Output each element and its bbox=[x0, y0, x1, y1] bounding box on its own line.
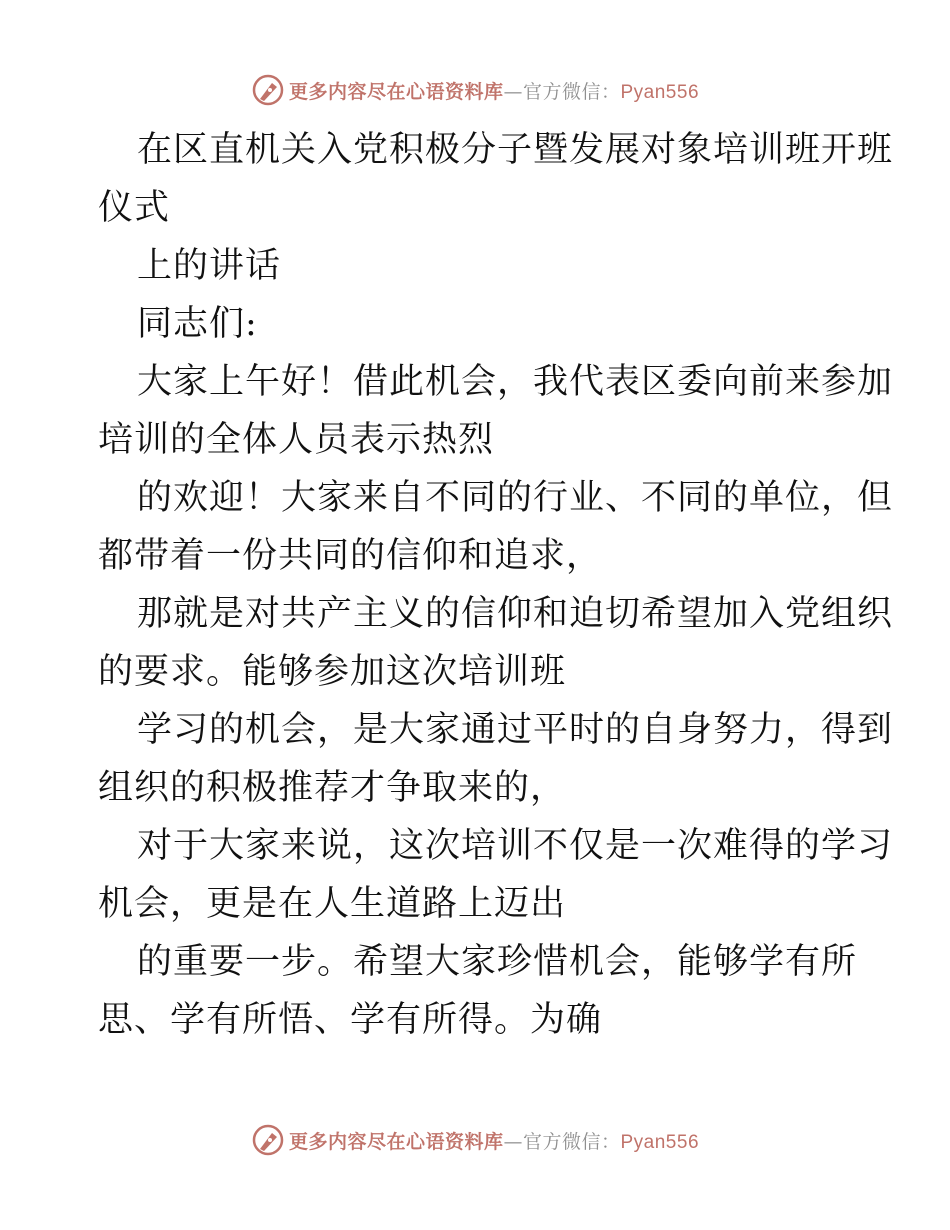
subtitle-line: 上的讲话 bbox=[137, 246, 282, 286]
pen-nib-icon bbox=[251, 1123, 285, 1157]
paragraph-line: 的重要一步。希望大家珍惜机会，能够学有所 bbox=[137, 942, 858, 982]
paragraph-line: 大家上午好！借此机会，我代表区委向前来参加 bbox=[137, 362, 894, 402]
paragraph-line: 组织的积极推荐才争取来的， bbox=[98, 768, 567, 808]
watermark-wechat-label: 官方微信： bbox=[522, 80, 621, 103]
document-body bbox=[98, 121, 894, 1049]
paragraph-line: 培训的全体人员表示热烈 bbox=[98, 420, 495, 460]
paragraph-line: 的要求。能够参加这次培训班 bbox=[98, 652, 567, 692]
header-watermark bbox=[0, 70, 950, 110]
title-line: 在区直机关入党积极分子暨发展对象培训班开班 bbox=[137, 130, 894, 170]
footer-watermark bbox=[0, 1120, 950, 1160]
paragraph-line: 那就是对共产主义的信仰和迫切希望加入党组织 bbox=[137, 594, 894, 634]
paragraph-line: 学习的机会，是大家通过平时的自身努力，得到 bbox=[137, 710, 894, 750]
watermark-separator: — bbox=[503, 80, 523, 103]
watermark-text bbox=[289, 1127, 699, 1154]
paragraph-line: 机会，更是在人生道路上迈出 bbox=[98, 884, 567, 924]
watermark-separator: — bbox=[503, 1130, 523, 1153]
watermark-text bbox=[289, 77, 699, 104]
watermark-wechat-label: 官方微信： bbox=[522, 1130, 621, 1153]
salutation-line: 同志们: bbox=[137, 304, 258, 344]
title-line: 仪式 bbox=[98, 188, 171, 228]
paragraph-line: 都带着一份共同的信仰和追求， bbox=[98, 536, 603, 576]
paragraph-line: 的欢迎！大家来自不同的行业、不同的单位，但 bbox=[137, 478, 894, 518]
watermark-main: 更多内容尽在心语资料库 bbox=[288, 80, 504, 103]
watermark-main: 更多内容尽在心语资料库 bbox=[288, 1130, 504, 1153]
watermark-wechat-id: Pyan556 bbox=[620, 1131, 700, 1153]
paragraph-line: 对于大家来说，这次培训不仅是一次难得的学习 bbox=[137, 826, 894, 866]
paragraph-line: 思、学有所悟、学有所得。为确 bbox=[98, 1000, 603, 1040]
watermark-wechat-id: Pyan556 bbox=[620, 81, 700, 103]
pen-nib-icon bbox=[251, 73, 285, 107]
